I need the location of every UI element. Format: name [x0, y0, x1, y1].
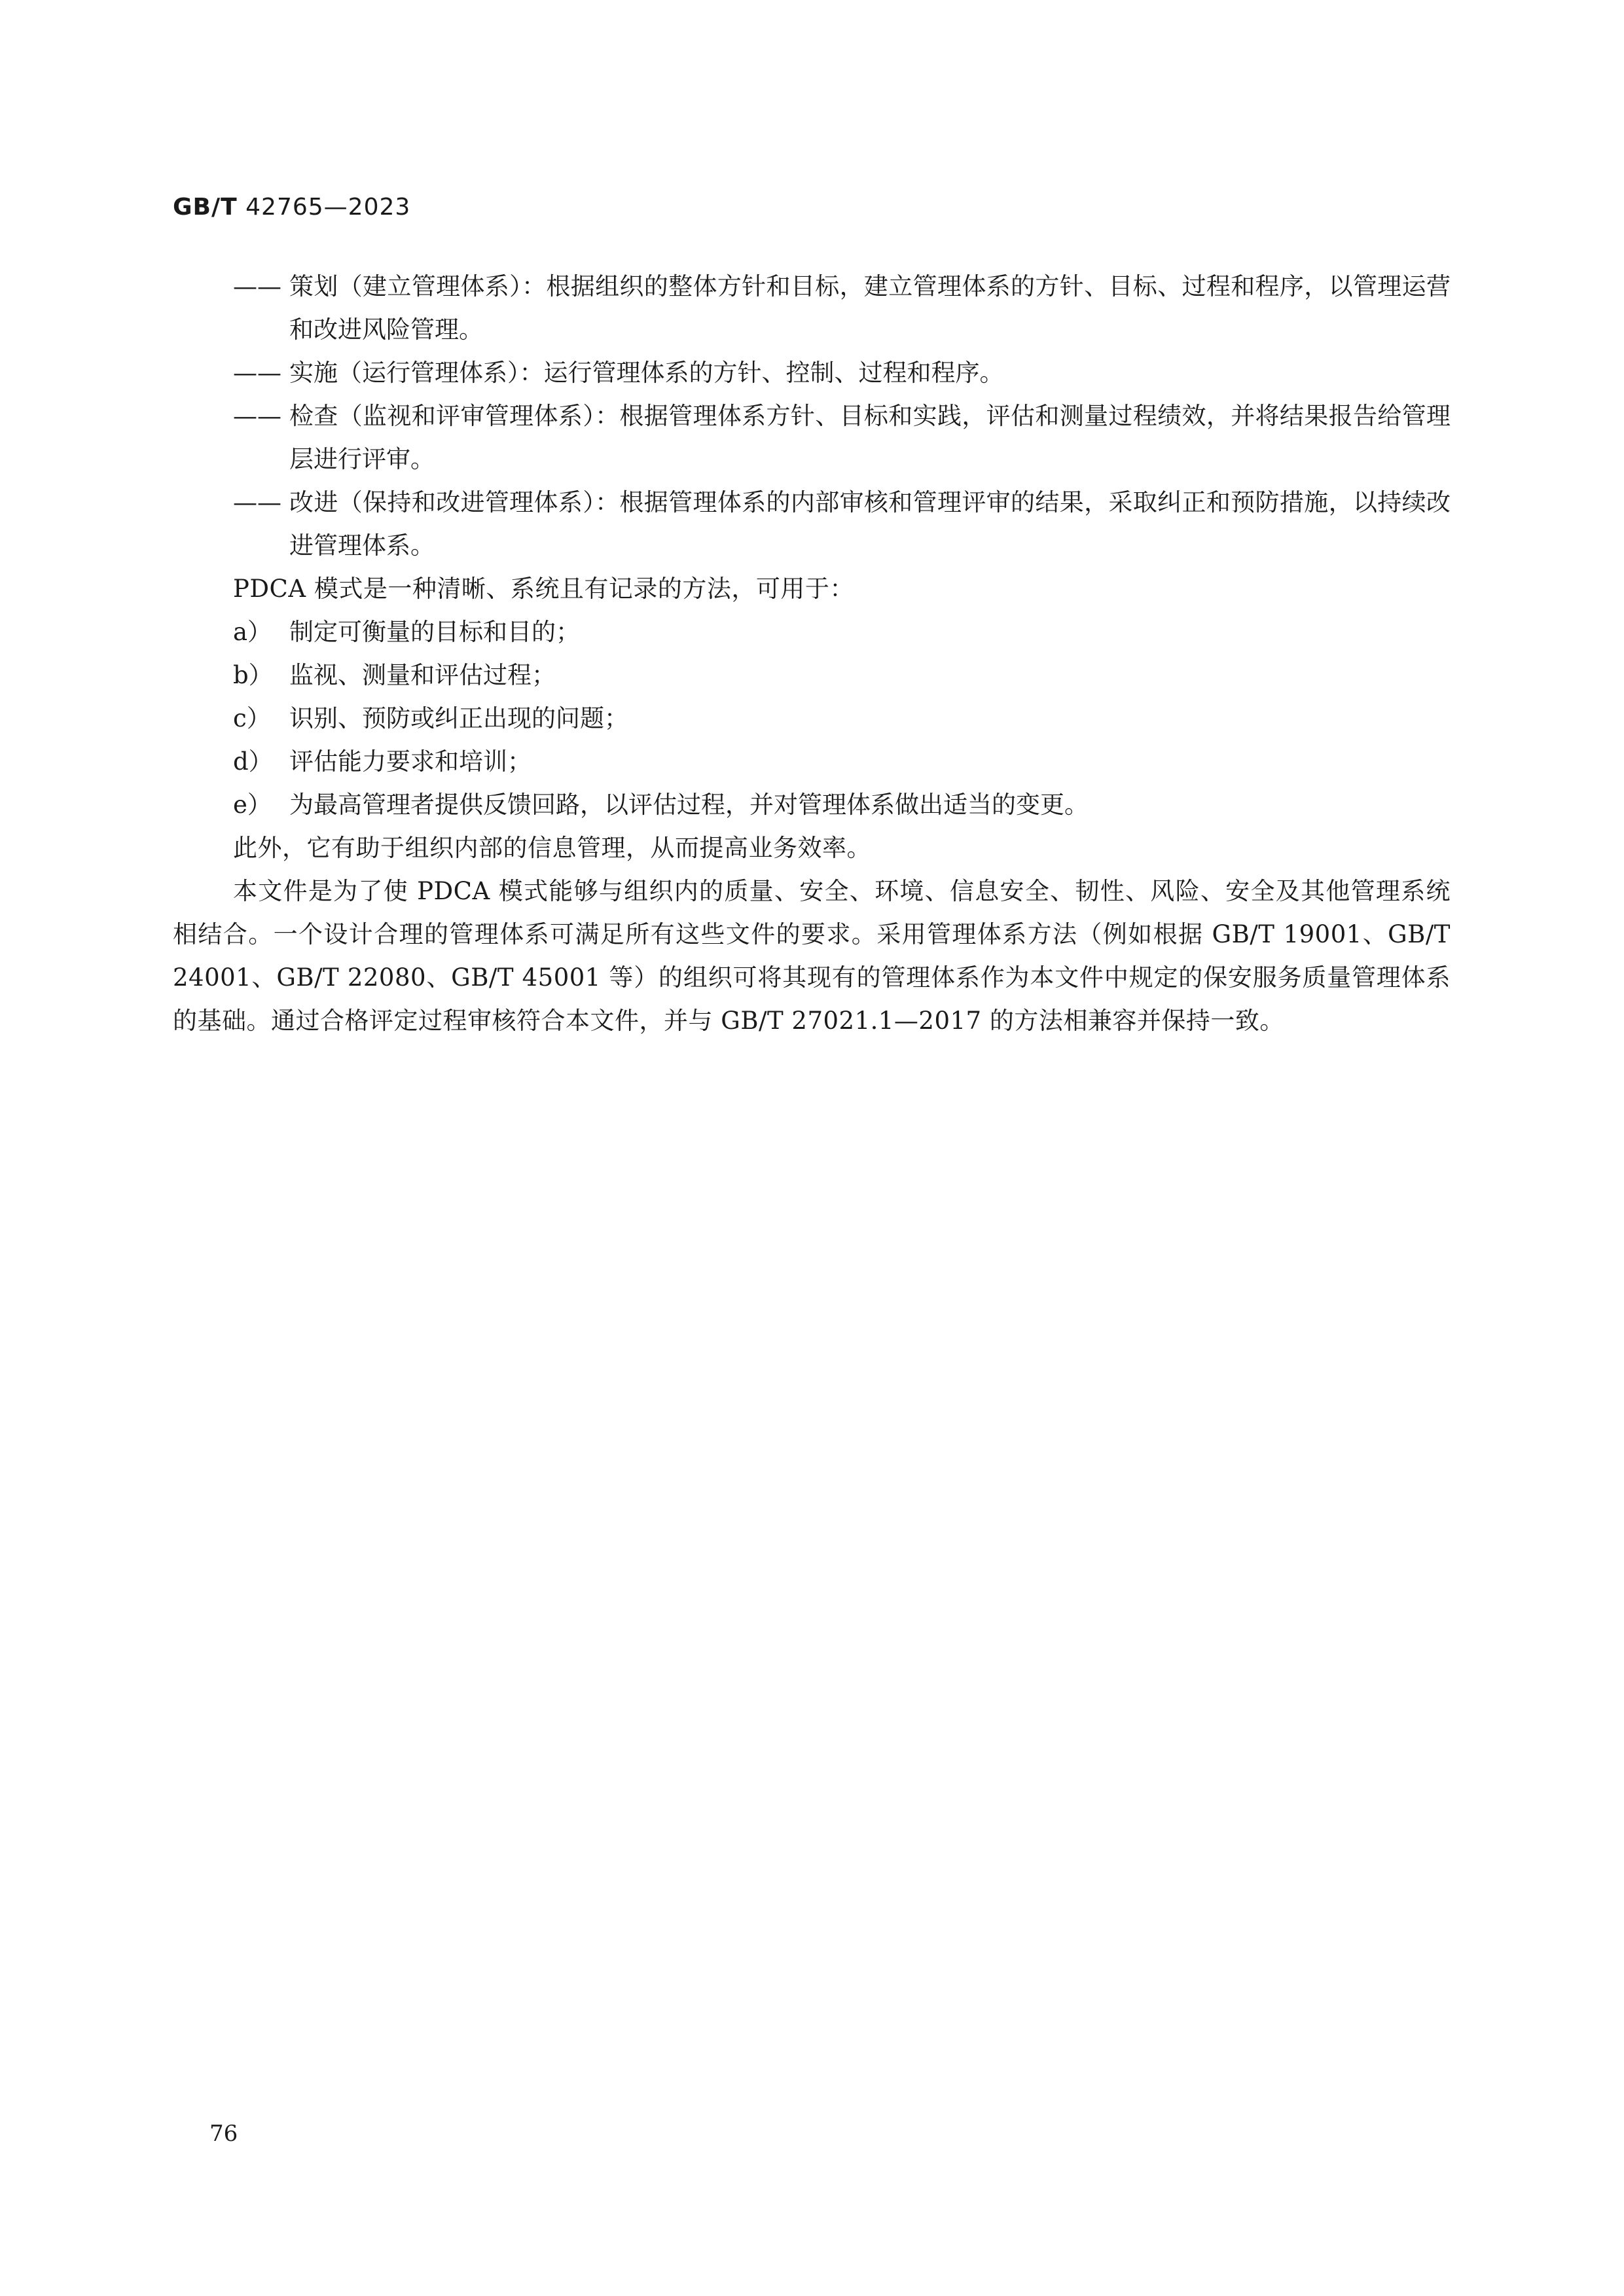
integration-paragraph: 本文件是为了使 PDCA 模式能够与组织内的质量、安全、环境、信息安全、韧性、风险、安全及其他管理系统相结合。一个设计合理的管理体系可满足所有这些文件的要求。采用管理体系方法（例如根据 GB/T 19001、GB/T 24001、GB/T 22080、GB/T 45001 等）的组织可将其现有的管理体系作为本文件中规定的保安服务质量管理体系的基础。通过合格评定过程审核符合本文件，并与 GB/T 27021.1—2017 的方法相兼容并保持一致。 [173, 877, 1451, 1035]
dash-marker: —— [233, 402, 281, 430]
pdca-step-do [173, 351, 1451, 395]
list-item [173, 654, 1451, 697]
pdca-step-act [173, 481, 1451, 567]
intro-paragraph: PDCA 模式是一种清晰、系统且有记录的方法，可用于： [233, 575, 854, 603]
pdca-step-text: 检查（监视和评审管理体系）：根据管理体系方针、目标和实践，评估和测量过程绩效，并将结果报告给管理层进行评审。 [289, 402, 1451, 473]
list-item-text: 识别、预防或纠正出现的问题； [289, 704, 628, 732]
dash-marker: —— [233, 272, 281, 300]
additional-paragraph: 此外，它有助于组织内部的信息管理，从而提高业务效率。 [233, 834, 871, 862]
list-item-text: 制定可衡量的目标和目的； [289, 618, 580, 646]
dash-marker: —— [233, 488, 281, 516]
pdca-step-plan [173, 265, 1451, 351]
list-item-text: 评估能力要求和培训； [289, 747, 532, 776]
list-marker: a） [233, 618, 272, 646]
list-item [173, 697, 1451, 740]
list-marker: c） [233, 704, 271, 732]
list-marker: e） [233, 791, 272, 819]
pdca-step-check [173, 395, 1451, 481]
list-item-text: 监视、测量和评估过程； [289, 661, 556, 689]
list-item-text: 为最高管理者提供反馈回路，以评估过程，并对管理体系做出适当的变更。 [289, 791, 1089, 819]
list-marker: b） [233, 661, 273, 689]
pdca-step-text: 改进（保持和改进管理体系）：根据管理体系的内部审核和管理评审的结果，采取纠正和预防措施，以持续改进管理体系。 [289, 488, 1451, 560]
document-body [173, 265, 1451, 1043]
pdca-step-text: 实施（运行管理体系）：运行管理体系的方针、控制、过程和程序。 [289, 359, 1004, 387]
list-item [173, 740, 1451, 783]
list-item [173, 611, 1451, 654]
standard-code: GB/T [173, 194, 238, 221]
list-item [173, 783, 1451, 827]
page-header [173, 194, 410, 221]
page-number: 76 [209, 2121, 238, 2147]
standard-number: 42765—2023 [245, 194, 411, 221]
list-marker: d） [233, 747, 273, 776]
dash-marker: —— [233, 359, 281, 387]
pdca-step-text: 策划（建立管理体系）：根据组织的整体方针和目标，建立管理体系的方针、目标、过程和程序，以管理运营和改进风险管理。 [289, 272, 1451, 344]
